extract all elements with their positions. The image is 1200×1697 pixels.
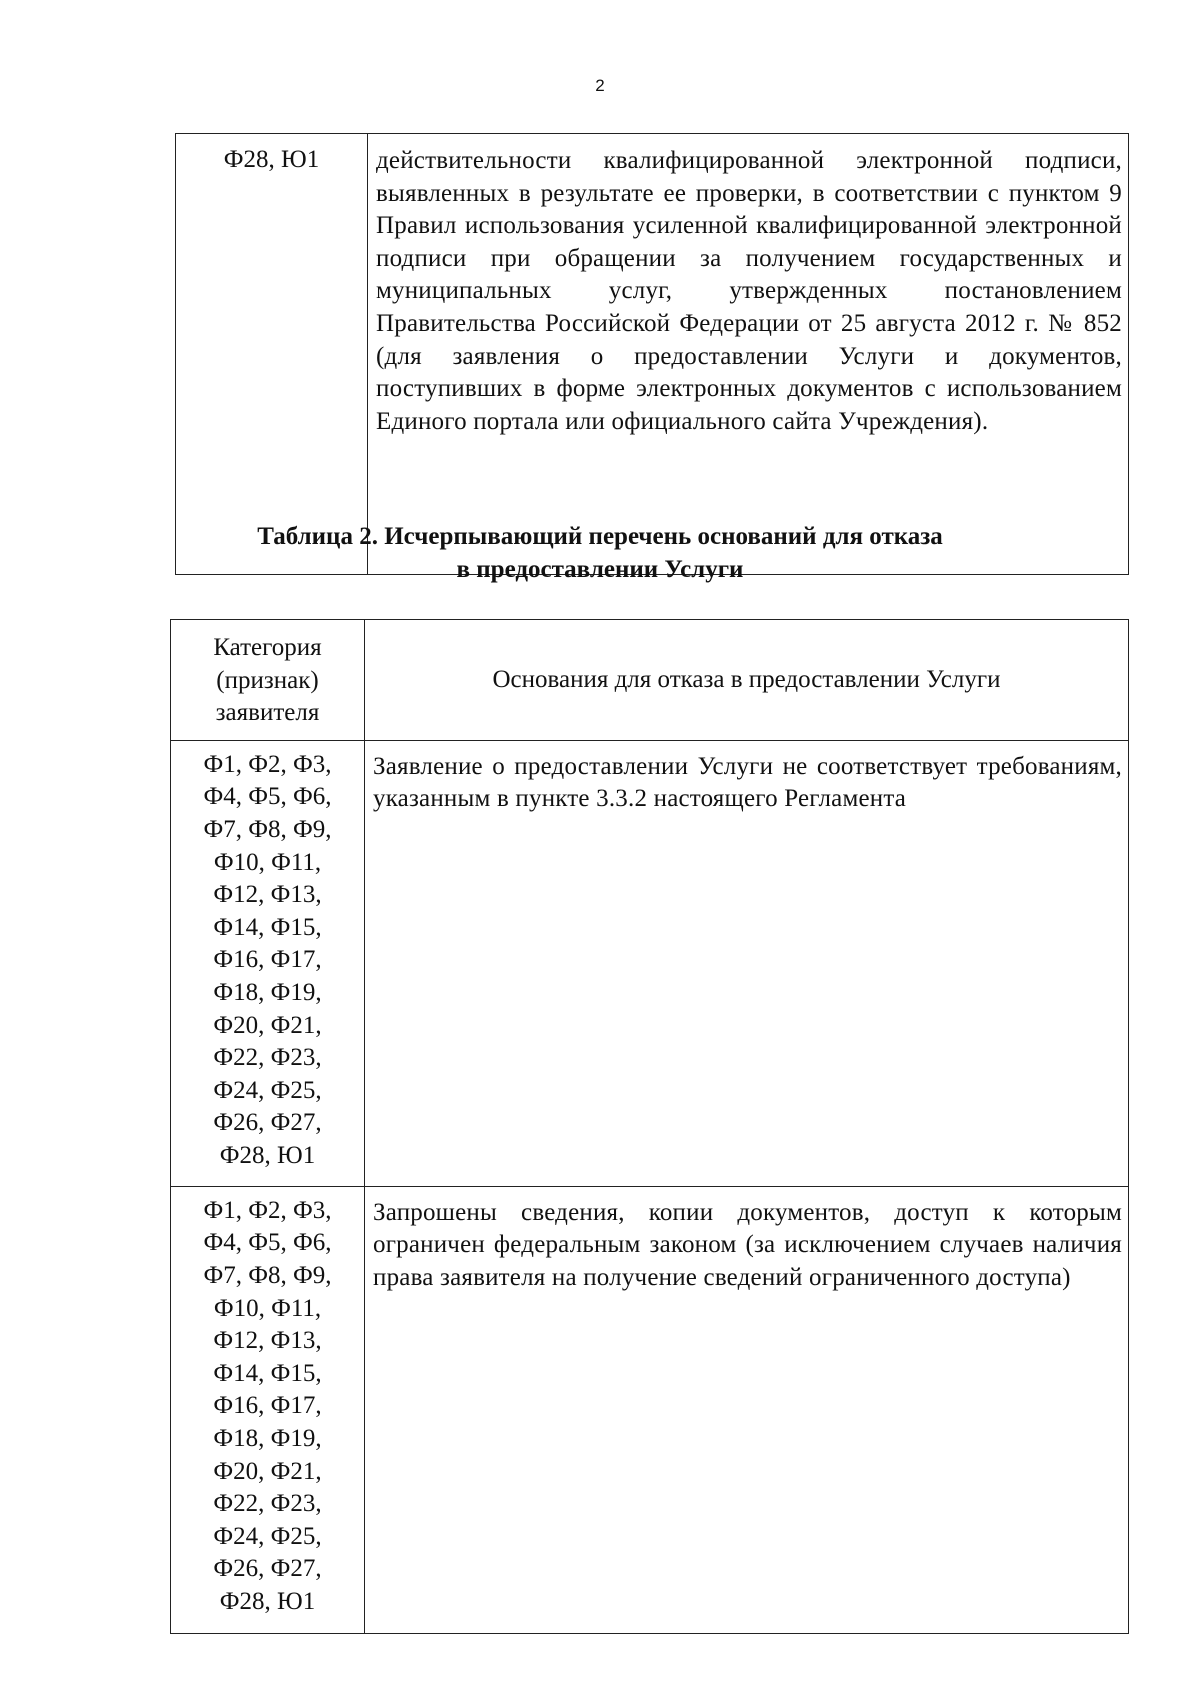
header-reasons: Основания для отказа в предоставлении Услуги — [365, 620, 1129, 741]
category-cell — [171, 740, 365, 1186]
reason-cell: действительности квалифицированной электронной подписи, выявленных в результате ее проверки, в соответствии с пунктом 9 Правил использования усиленной квалифицированной электронной подписи при обращении за получением государственных и муниципальных услуг, утвержденных постановлением Правительства Российской Федерации от 25 августа 2012 г. № 852 (для заявления о предоставлении Услуги и документов, поступивших в форме электронных документов с использованием Единого портала или официального сайта Учреждения). — [368, 134, 1129, 575]
category-line: Ф4, Ф5, Ф6, — [203, 783, 332, 811]
reason-cell: Заявление о предоставлении Услуги не соответствует требованиям, указанным в пункте 3.3.2 настоящего Регламента — [365, 740, 1129, 1186]
category-line: Ф12, Ф13, — [213, 1327, 322, 1355]
header-category-line: заявителя — [215, 699, 320, 727]
category-line: Ф7, Ф8, Ф9, — [203, 815, 332, 843]
category-line: Ф4, Ф5, Ф6, — [203, 1229, 332, 1257]
category-line: Ф18, Ф19, — [213, 1424, 322, 1452]
table-row — [171, 740, 1129, 1186]
category-cell: Ф28, Ю1 — [176, 134, 368, 575]
refusal-grounds-table — [170, 619, 1129, 1634]
category-line: Ф7, Ф8, Ф9, — [203, 1261, 332, 1289]
category-line: Ф16, Ф17, — [213, 1392, 322, 1420]
category-line: Ф1, Ф2, Ф3, — [203, 750, 332, 778]
category-line: Ф22, Ф23, — [213, 1490, 322, 1518]
category-line: Ф10, Ф11, — [213, 848, 322, 876]
category-line: Ф24, Ф25, — [213, 1522, 322, 1550]
category-line: Ф28, Ю1 — [219, 1141, 316, 1169]
table-title — [0, 520, 1200, 586]
category-line: Ф22, Ф23, — [213, 1044, 322, 1072]
category-line: Ф14, Ф15, — [213, 913, 322, 941]
category-line: Ф26, Ф27, — [213, 1555, 322, 1583]
header-category-line: (признак) — [216, 666, 319, 694]
category-line: Ф14, Ф15, — [213, 1359, 322, 1387]
category-line: Ф28, Ю1 — [219, 1587, 316, 1615]
category-line: Ф10, Ф11, — [213, 1294, 322, 1322]
reason-cell: Запрошены сведения, копии документов, доступ к которым ограничен федеральным законом (за исключением случаев наличия права заявителя на получение сведений ограниченного доступа) — [365, 1186, 1129, 1633]
category-line: Ф16, Ф17, — [213, 946, 322, 974]
category-line: Ф20, Ф21, — [213, 1011, 322, 1039]
table-title-line-1: Таблица 2. Исчерпывающий перечень оснований для отказа — [257, 523, 943, 550]
category-line: Ф20, Ф21, — [213, 1457, 322, 1485]
continuation-table — [175, 133, 1129, 575]
table-title-line-2: в предоставлении Услуги — [456, 556, 744, 583]
category-line: Ф18, Ф19, — [213, 978, 322, 1006]
page-number: 2 — [595, 76, 605, 95]
table-row — [171, 1186, 1129, 1633]
table-row — [176, 134, 1129, 575]
header-category-line: Категория — [213, 634, 322, 661]
category-line: Ф12, Ф13, — [213, 881, 322, 909]
category-line: Ф26, Ф27, — [213, 1109, 322, 1137]
table-header-row — [171, 620, 1129, 741]
header-category — [171, 620, 365, 741]
category-line: Ф1, Ф2, Ф3, — [203, 1196, 332, 1224]
category-line: Ф24, Ф25, — [213, 1076, 322, 1104]
category-cell — [171, 1186, 365, 1633]
